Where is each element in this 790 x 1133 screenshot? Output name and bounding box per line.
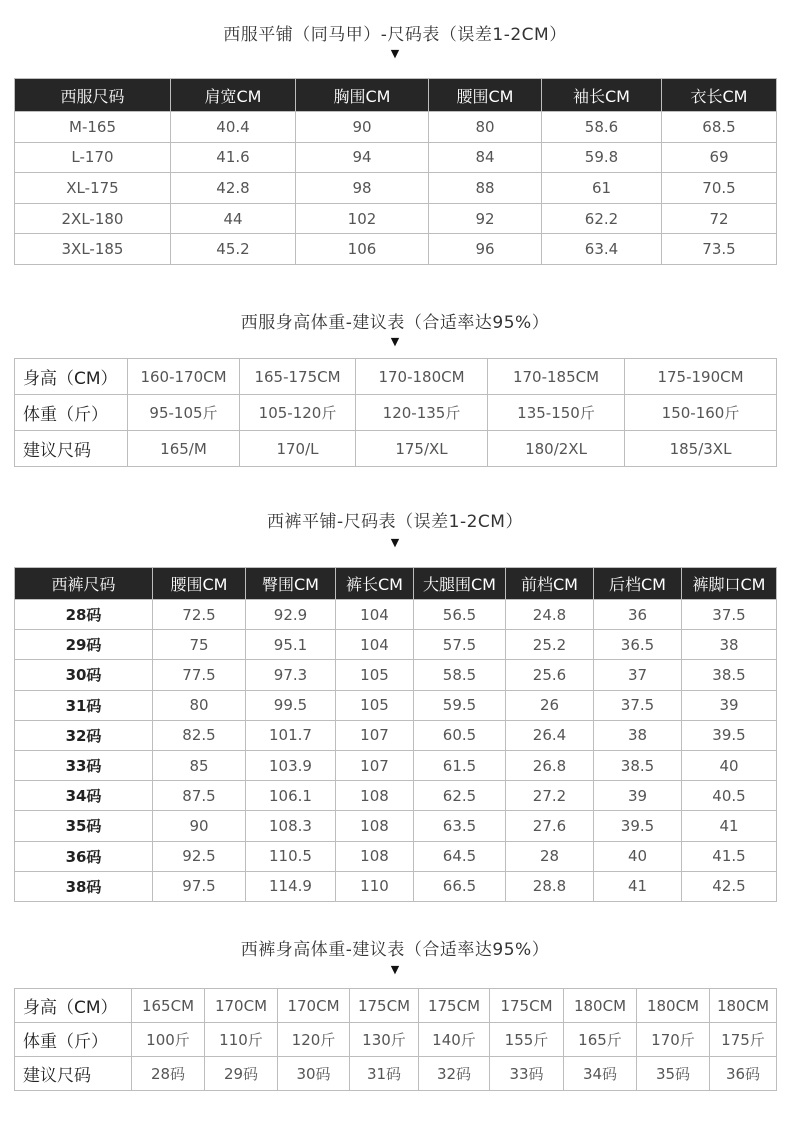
table-row: [15, 431, 777, 467]
row-label: 30码: [15, 660, 153, 690]
table-cell: 58.6: [542, 112, 662, 143]
table-cell: 84: [429, 142, 542, 173]
table-cell: 170/L: [240, 431, 356, 467]
table-cell: 90: [153, 811, 246, 841]
table-cell: 80: [153, 690, 246, 720]
column-header: 肩宽CM: [171, 79, 296, 112]
table-cell: 110.5: [246, 841, 336, 871]
table-cell: 97.5: [153, 871, 246, 901]
table-cell: 97.3: [246, 660, 336, 690]
row-label: 体重（斤）: [15, 395, 128, 431]
table-cell: 40: [594, 841, 682, 871]
table-row: [15, 989, 777, 1023]
suit-size-title: 西服平铺（同马甲）-尺码表（误差1-2CM）: [223, 25, 567, 45]
table-cell: 40.4: [171, 112, 296, 143]
table-cell: 185/3XL: [625, 431, 777, 467]
table-row: [15, 841, 777, 871]
table-row: [15, 234, 777, 265]
table-row: [15, 690, 777, 720]
table-cell: 170CM: [278, 989, 350, 1023]
row-label: 35码: [15, 811, 153, 841]
table-cell: 105: [336, 660, 414, 690]
table-cell: 32码: [419, 1057, 490, 1091]
table-cell: 92: [429, 203, 542, 234]
table-cell: 92.9: [246, 600, 336, 630]
table-cell: 40: [682, 750, 777, 780]
table-cell: 85: [153, 750, 246, 780]
table-cell: 175CM: [350, 989, 419, 1023]
table-cell: 100斤: [132, 1023, 205, 1057]
table-row: [15, 630, 777, 660]
column-header: 大腿围CM: [414, 568, 506, 600]
table-cell: 175CM: [419, 989, 490, 1023]
table-cell: 175/XL: [356, 431, 488, 467]
table-cell: 36.5: [594, 630, 682, 660]
table-row: [15, 395, 777, 431]
table-cell: 41: [594, 871, 682, 901]
table-header-row: [15, 568, 777, 600]
table-cell: 63.5: [414, 811, 506, 841]
table-cell: 140斤: [419, 1023, 490, 1057]
table-row: [15, 1057, 777, 1091]
pants-fit-arrow-icon: ▼: [390, 963, 400, 976]
pants-fit-table: [14, 988, 777, 1091]
table-row: [15, 720, 777, 750]
table-cell: 42.5: [682, 871, 777, 901]
table-cell: 104: [336, 630, 414, 660]
table-cell: 104: [336, 600, 414, 630]
table-cell: 59.8: [542, 142, 662, 173]
pants-arrow-icon: ▼: [390, 536, 400, 549]
table-cell: 36码: [710, 1057, 777, 1091]
table-cell: 94: [296, 142, 429, 173]
table-cell: 38: [594, 720, 682, 750]
table-cell: 108: [336, 781, 414, 811]
column-header: 西服尺码: [15, 79, 171, 112]
table-cell: 107: [336, 720, 414, 750]
table-cell: 72: [662, 203, 777, 234]
row-label: 身高（CM）: [15, 359, 128, 395]
table-cell: 62.5: [414, 781, 506, 811]
table-cell: 62.2: [542, 203, 662, 234]
table-cell: 37.5: [594, 690, 682, 720]
row-label: 3XL-185: [15, 234, 171, 265]
table-cell: 105-120斤: [240, 395, 356, 431]
table-cell: 88: [429, 173, 542, 204]
table-cell: 95.1: [246, 630, 336, 660]
table-row: [15, 750, 777, 780]
table-cell: 69: [662, 142, 777, 173]
table-cell: 59.5: [414, 690, 506, 720]
column-header: 臀围CM: [246, 568, 336, 600]
table-cell: 37.5: [682, 600, 777, 630]
table-cell: 120-135斤: [356, 395, 488, 431]
table-cell: 105: [336, 690, 414, 720]
table-cell: 64.5: [414, 841, 506, 871]
suit-fit-arrow-icon: ▼: [390, 335, 400, 348]
table-cell: 108.3: [246, 811, 336, 841]
suit-fit-table: [14, 358, 777, 467]
table-cell: 175-190CM: [625, 359, 777, 395]
column-header: 西裤尺码: [15, 568, 153, 600]
table-row: [15, 203, 777, 234]
table-cell: 150-160斤: [625, 395, 777, 431]
row-label: 体重（斤）: [15, 1023, 132, 1057]
column-header: 后档CM: [594, 568, 682, 600]
table-cell: 63.4: [542, 234, 662, 265]
table-row: [15, 142, 777, 173]
table-cell: 106.1: [246, 781, 336, 811]
row-label: 34码: [15, 781, 153, 811]
table-cell: 41.5: [682, 841, 777, 871]
table-cell: 180/2XL: [488, 431, 625, 467]
table-cell: 27.2: [506, 781, 594, 811]
table-cell: 101.7: [246, 720, 336, 750]
table-cell: 37: [594, 660, 682, 690]
row-label: L-170: [15, 142, 171, 173]
table-row: [15, 1023, 777, 1057]
table-cell: 170-185CM: [488, 359, 625, 395]
table-cell: 26.4: [506, 720, 594, 750]
table-cell: 35码: [637, 1057, 710, 1091]
table-row: [15, 871, 777, 901]
table-cell: 28.8: [506, 871, 594, 901]
table-cell: 114.9: [246, 871, 336, 901]
row-label: 建议尺码: [15, 1057, 132, 1091]
column-header: 袖长CM: [542, 79, 662, 112]
table-cell: 95-105斤: [128, 395, 240, 431]
column-header: 衣长CM: [662, 79, 777, 112]
table-cell: 106: [296, 234, 429, 265]
suit-arrow-icon: ▼: [390, 47, 400, 60]
table-cell: 61: [542, 173, 662, 204]
column-header: 裤长CM: [336, 568, 414, 600]
table-cell: 38.5: [594, 750, 682, 780]
suit-fit-title: 西服身高体重-建议表（合适率达95%）: [240, 313, 550, 333]
pants-fit-title: 西裤身高体重-建议表（合适率达95%）: [240, 940, 550, 960]
row-label: 32码: [15, 720, 153, 750]
table-cell: 120斤: [278, 1023, 350, 1057]
table-cell: 90: [296, 112, 429, 143]
table-cell: 41.6: [171, 142, 296, 173]
table-cell: 39: [594, 781, 682, 811]
table-cell: 24.8: [506, 600, 594, 630]
table-cell: 108: [336, 841, 414, 871]
table-cell: 61.5: [414, 750, 506, 780]
table-cell: 27.6: [506, 811, 594, 841]
row-label: 建议尺码: [15, 431, 128, 467]
row-label: 28码: [15, 600, 153, 630]
table-cell: 165/M: [128, 431, 240, 467]
table-cell: 34码: [564, 1057, 637, 1091]
table-cell: 99.5: [246, 690, 336, 720]
table-row: [15, 112, 777, 143]
table-cell: 103.9: [246, 750, 336, 780]
column-header: 前档CM: [506, 568, 594, 600]
table-cell: 108: [336, 811, 414, 841]
table-cell: 39.5: [682, 720, 777, 750]
pants-size-table: [14, 567, 777, 902]
table-cell: 98: [296, 173, 429, 204]
table-cell: 28码: [132, 1057, 205, 1091]
table-cell: 42.8: [171, 173, 296, 204]
table-cell: 66.5: [414, 871, 506, 901]
table-cell: 107: [336, 750, 414, 780]
table-cell: 36: [594, 600, 682, 630]
column-header: 裤脚口CM: [682, 568, 777, 600]
table-cell: 155斤: [490, 1023, 564, 1057]
table-cell: 31码: [350, 1057, 419, 1091]
table-cell: 160-170CM: [128, 359, 240, 395]
table-cell: 175斤: [710, 1023, 777, 1057]
table-header-row: [15, 79, 777, 112]
table-cell: 38.5: [682, 660, 777, 690]
row-label: 31码: [15, 690, 153, 720]
table-cell: 41: [682, 811, 777, 841]
table-cell: 25.6: [506, 660, 594, 690]
table-cell: 38: [682, 630, 777, 660]
table-cell: 165CM: [132, 989, 205, 1023]
table-cell: 44: [171, 203, 296, 234]
table-cell: 170-180CM: [356, 359, 488, 395]
row-label: 29码: [15, 630, 153, 660]
suit-size-table: [14, 78, 777, 265]
table-cell: 39: [682, 690, 777, 720]
row-label: 38码: [15, 871, 153, 901]
table-cell: 56.5: [414, 600, 506, 630]
table-cell: 25.2: [506, 630, 594, 660]
table-cell: 87.5: [153, 781, 246, 811]
table-cell: 130斤: [350, 1023, 419, 1057]
table-cell: 170CM: [205, 989, 278, 1023]
column-header: 腰围CM: [429, 79, 542, 112]
table-cell: 110: [336, 871, 414, 901]
table-cell: 29码: [205, 1057, 278, 1091]
table-cell: 102: [296, 203, 429, 234]
column-header: 腰围CM: [153, 568, 246, 600]
table-cell: 60.5: [414, 720, 506, 750]
table-cell: 175CM: [490, 989, 564, 1023]
table-cell: 40.5: [682, 781, 777, 811]
table-cell: 28: [506, 841, 594, 871]
table-cell: 58.5: [414, 660, 506, 690]
row-label: 33码: [15, 750, 153, 780]
table-cell: 82.5: [153, 720, 246, 750]
row-label: XL-175: [15, 173, 171, 204]
table-row: [15, 173, 777, 204]
table-cell: 68.5: [662, 112, 777, 143]
table-cell: 26: [506, 690, 594, 720]
row-label: 身高（CM）: [15, 989, 132, 1023]
table-cell: 180CM: [564, 989, 637, 1023]
table-cell: 165斤: [564, 1023, 637, 1057]
row-label: M-165: [15, 112, 171, 143]
table-cell: 75: [153, 630, 246, 660]
table-cell: 26.8: [506, 750, 594, 780]
table-cell: 73.5: [662, 234, 777, 265]
table-cell: 72.5: [153, 600, 246, 630]
row-label: 2XL-180: [15, 203, 171, 234]
column-header: 胸围CM: [296, 79, 429, 112]
table-row: [15, 811, 777, 841]
table-cell: 57.5: [414, 630, 506, 660]
table-cell: 70.5: [662, 173, 777, 204]
table-row: [15, 781, 777, 811]
table-cell: 80: [429, 112, 542, 143]
table-cell: 135-150斤: [488, 395, 625, 431]
table-cell: 180CM: [637, 989, 710, 1023]
table-cell: 45.2: [171, 234, 296, 265]
table-cell: 30码: [278, 1057, 350, 1091]
table-cell: 170斤: [637, 1023, 710, 1057]
pants-size-title: 西裤平铺-尺码表（误差1-2CM）: [267, 512, 523, 532]
table-row: [15, 660, 777, 690]
table-cell: 96: [429, 234, 542, 265]
table-cell: 92.5: [153, 841, 246, 871]
table-cell: 110斤: [205, 1023, 278, 1057]
table-cell: 180CM: [710, 989, 777, 1023]
table-cell: 77.5: [153, 660, 246, 690]
table-cell: 165-175CM: [240, 359, 356, 395]
table-row: [15, 600, 777, 630]
table-cell: 39.5: [594, 811, 682, 841]
row-label: 36码: [15, 841, 153, 871]
table-row: [15, 359, 777, 395]
table-cell: 33码: [490, 1057, 564, 1091]
